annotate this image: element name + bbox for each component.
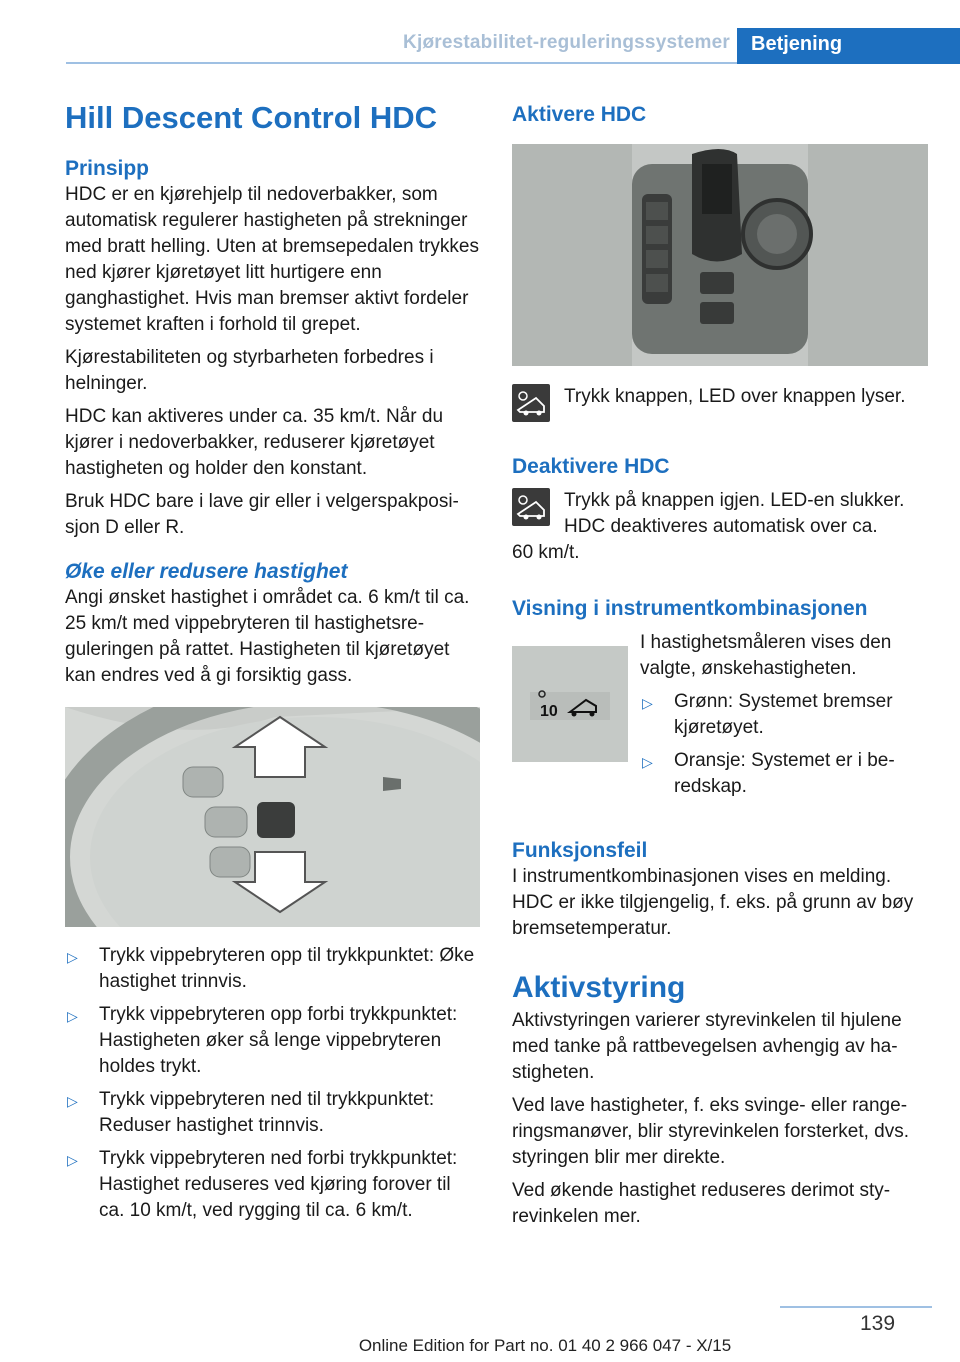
principle-heading: Prinsipp bbox=[65, 157, 150, 180]
display-description bbox=[640, 630, 928, 800]
right-column bbox=[512, 98, 928, 1237]
center-console-photo bbox=[512, 144, 928, 366]
principle-paragraph-1: HDC er en kjørehjelp til nedoverbakker, som automatisk regulerer hastigheten på strekninger med bratt helling. Uten at bremsepedalen trykkes ned kjører kjøretøyet litt hurtigere enn ganghastighet. Hvis man bremser aktivt fordeler systemet kraften i forhold til grepet. bbox=[65, 184, 479, 335]
list-item: ▷ Oransje: Systemet er i beredskap. bbox=[642, 750, 895, 797]
header-section-title: Kjørestabilitet-reguleringssystemer bbox=[403, 32, 730, 53]
principle-paragraph-3: HDC kan aktiveres under ca. 35 km/t. Når du kjører i nedoverbakker, reduserer kjøretøyet hastigheten og holder den konstant. bbox=[65, 406, 444, 479]
deactivate-text-continued: 60 km/t. bbox=[512, 542, 580, 563]
header-rule bbox=[66, 62, 737, 64]
principle-paragraph-4: Bruk HDC bare i lave gir eller i velgerspakposisjon D eller R. bbox=[65, 491, 459, 538]
deactivate-heading: Deaktivere HDC bbox=[512, 455, 670, 478]
page-title: Hill Descent Control HDC bbox=[65, 100, 438, 135]
page-header bbox=[0, 28, 960, 62]
list-item: ▷ Trykk vippebryteren opp til trykkpunktet: Øke hastighet trinnvis. bbox=[67, 945, 475, 992]
instrument-display-image bbox=[512, 646, 628, 762]
header-tab-betjening: Betjening bbox=[737, 28, 960, 64]
speed-paragraph: Angi ønsket hastighet i området ca. 6 km/t til ca. 25 km/t med vippebryteren til hastighetsreguleringen på rattet. Hastigheten til kjøretøyet kan endres ved å gi forsiktig gass. bbox=[65, 587, 470, 686]
footer-rule bbox=[780, 1306, 932, 1308]
footer-edition: Online Edition for Part no. 01 40 2 966 047 - X/15 bbox=[358, 1336, 732, 1355]
hdc-button-icon bbox=[512, 384, 550, 422]
list-item: ▷ Trykk vippebryteren ned forbi trykkpunktet: Hastighet reduseres ved kjøring forover til ca. 10 km/t, ved rygging til ca. 6 km/t. bbox=[67, 1148, 458, 1221]
triangle-bullet-icon: ▷ bbox=[67, 1093, 78, 1109]
malfunction-heading: Funksjonsfeil bbox=[512, 839, 648, 862]
rocker-switch-list bbox=[65, 943, 480, 1224]
left-column bbox=[65, 98, 480, 1231]
deactivate-instruction bbox=[512, 488, 928, 540]
principle-paragraph-2: Kjørestabiliteten og styrbarheten forbedres i helninger. bbox=[65, 347, 434, 394]
center-console-illustration bbox=[512, 144, 928, 366]
steering-wheel-photo bbox=[65, 707, 480, 927]
activate-text: Trykk knappen, LED over knappen lyser. bbox=[564, 386, 906, 407]
triangle-bullet-icon: ▷ bbox=[67, 1008, 78, 1024]
list-item: ▷ Trykk vippebryteren ned til trykkpunktet: Reduser hastighet trinnvis. bbox=[67, 1089, 435, 1136]
triangle-bullet-icon: ▷ bbox=[642, 695, 653, 711]
steering-heading: Aktivstyring bbox=[512, 971, 686, 1004]
display-section bbox=[512, 630, 928, 820]
steering-wheel-illustration bbox=[65, 707, 480, 927]
deactivate-text: Trykk på knappen igjen. LED-en slukker. HDC deaktiveres automatisk over ca. bbox=[564, 490, 905, 537]
hdc-button-icon bbox=[512, 488, 550, 526]
list-item: ▷ Grønn: Systemet bremser kjøretøyet. bbox=[642, 691, 893, 738]
steering-paragraph-1: Aktivstyringen varierer styrevinkelen til hjulene med tanke på rattbevegelsen avhengig av hastigheten. bbox=[512, 1010, 902, 1083]
list-item: ▷ Trykk vippebryteren opp forbi trykkpunktet: Hastigheten øker så lenge vippebryteren holdes trykt. bbox=[67, 1004, 458, 1077]
display-text: I hastighetsmåleren vises den valgte, ønskehastigheten. bbox=[640, 632, 892, 679]
display-status-list bbox=[640, 689, 928, 800]
speed-heading: Øke eller redusere hastighet bbox=[65, 560, 348, 583]
malfunction-text: I instrumentkombinasjonen vises en melding. HDC er ikke tilgjengelig, f. eks. på grunn av bøy bremsetemperatur. bbox=[512, 866, 914, 939]
triangle-bullet-icon: ▷ bbox=[67, 949, 78, 965]
steering-paragraph-3: Ved økende hastighet reduseres derimot styrevinkelen mer. bbox=[512, 1180, 891, 1227]
triangle-bullet-icon: ▷ bbox=[642, 754, 653, 770]
display-heading: Visning i instrumentkombinasjonen bbox=[512, 597, 868, 620]
svg-text:10: 10 bbox=[540, 703, 558, 720]
activate-heading: Aktivere HDC bbox=[512, 103, 647, 126]
triangle-bullet-icon: ▷ bbox=[67, 1152, 78, 1168]
activate-instruction bbox=[512, 384, 928, 424]
steering-paragraph-2: Ved lave hastigheter, f. eks svinge- eller rangeringsmanøver, blir styrevinkelen forsterket, dvs. styringen blir mer direkte. bbox=[512, 1095, 910, 1168]
page-number: 139 bbox=[860, 1312, 896, 1335]
